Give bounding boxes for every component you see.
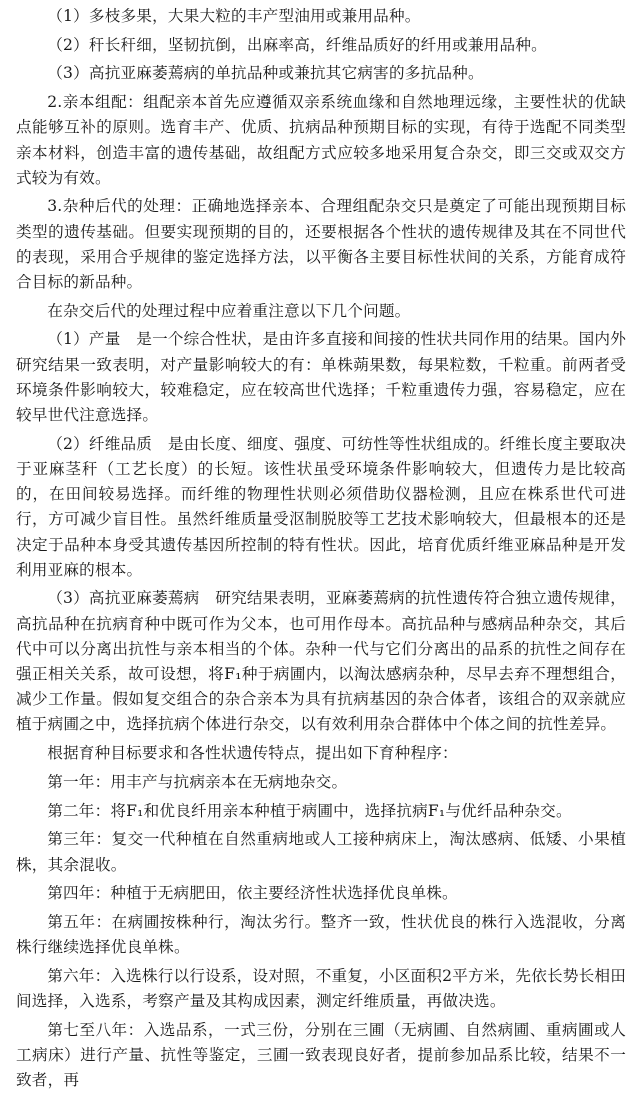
hybrid-generation-paragraph: 3.杂种后代的处理：正确地选择亲本、合理组配杂交只是奠定了可能出现预期目标类型的遗传基础。但要实现预期的目的，还要根据各个性状的遗传规律及其在不同世代的表现，采用合乎规律的鉴定选择方法，以平衡各主要目标性状间的关系，方能育成符合目标的新品种。 xyxy=(16,197,626,292)
parent-combination-paragraph: 2.亲本组配：组配亲本首先应遵循双亲系统血缘和自然地理远缘，主要性状的优缺点能够互补的原则。选育丰产、优质、抗病品种预期目标的实现，有待于选配不同类型亲本材料，创造丰富的遗传基础，故组配方式应较多地采用复合杂交，即三交或双交方式较为有效。 xyxy=(16,93,626,187)
yield-paragraph: （1）产量 是一个综合性状，是由许多直接和间接的性状共同作用的结果。国内外研究结果一致表明，对产量影响较大的有：单株蒴果数，每果粒数，千粒重。前两者受环境条件影响较大，较难稳定，应在较高世代选择；千粒重遗传力强，容易稳定，应在较早世代注意选择。 xyxy=(16,330,626,425)
breeding-goal-high-yield-oil: （1）多枝多果，大果大粒的丰产型油用或兼用品种。 xyxy=(47,7,421,25)
program-year-1: 第一年：用丰产与抗病亲本在无病地杂交。 xyxy=(47,772,348,791)
wilt-resistance-paragraph: （3）高抗亚麻萎蔫病 研究结果表明，亚麻萎蔫病的抗性遗传符合独立遗传规律，高抗品种在抗病育种中既可作为父本，也可用作母本。高抗品种与感病品种杂交，其后代中可以分离出抗性与亲本相当的个体。杂种一代与它们分离出的品系的抗性之间存在强正相关关系，故可设想，将F₁种于病圃内，以淘汰感病杂种，尽早去弃不理想组合，减少工作量。假如复交组合的杂合亲本为具有抗病基因的杂合体者，该组合的双亲就应植于病圃之中，选择抗病个体进行杂交，以有效利用杂合群体中个体之间的抗性差异。 xyxy=(16,589,626,734)
program-year-4: 第四年：种植于无病肥田，依主要经济性状选择优良单株。 xyxy=(47,884,458,903)
program-year-6: 第六年：入选株行以行设系，设对照，不重复，小区面积2平方米，先依长势长相田间选择，入选系，考察产量及其构成因素，测定纤维质量，再做决选。 xyxy=(16,966,626,1011)
breeding-goal-fiber: （2）秆长秆细，坚韧抗倒，出麻率高，纤维品质好的纤用或兼用品种。 xyxy=(47,35,547,54)
program-year-7-8: 第七至八年：入选品系，一式三份，分别在三圃（无病圃、自然病圃、重病圃或人工病床）进行产量、抗性等鉴定，三圃一致表现良好者，提前参加品系比较，结果不一致者，再 xyxy=(16,1020,626,1090)
issues-intro-paragraph: 在杂交后代的处理过程中应着重注意以下几个问题。 xyxy=(47,301,411,320)
breeding-goal-disease-resistance: （3）高抗亚麻萎蔫病的单抗品种或兼抗其它病害的多抗品种。 xyxy=(47,64,484,83)
program-year-2: 第二年：将F₁和优良纤用亲本种植于病圃中，选择抗病F₁与优纤品种杂交。 xyxy=(47,801,572,820)
fiber-quality-paragraph: （2）纤维品质 是由长度、细度、强度、可纺性等性状组成的。纤维长度主要取决于亚麻茎秆（工艺长度）的长短。该性状虽受环境条件影响较大，但遗传力是比较高的，在田间较易选择。而纤维的物理性状则必须借助仪器检测，且应在株系世代可进行，方可减少盲目性。虽然纤维质量受沤制脱胶等工艺技术影响较大，但最根本的还是决定于品种本身受其遗传基因所控制的特有性状。因此，培育优质纤维亚麻品种是开发利用亚麻的根本。 xyxy=(16,434,626,579)
breeding-program-intro: 根据育种目标要求和各性状遗传特点，提出如下育种程序： xyxy=(47,744,458,763)
program-year-5: 第五年：在病圃按株种行，淘汰劣行。整齐一致，性状优良的株行入选混收，分离株行继续选择优良单株。 xyxy=(16,912,626,957)
program-year-3: 第三年：复交一代种植在自然重病地或人工接种病床上，淘汰感病、低矮、小果植株，其余混收。 xyxy=(16,830,626,874)
